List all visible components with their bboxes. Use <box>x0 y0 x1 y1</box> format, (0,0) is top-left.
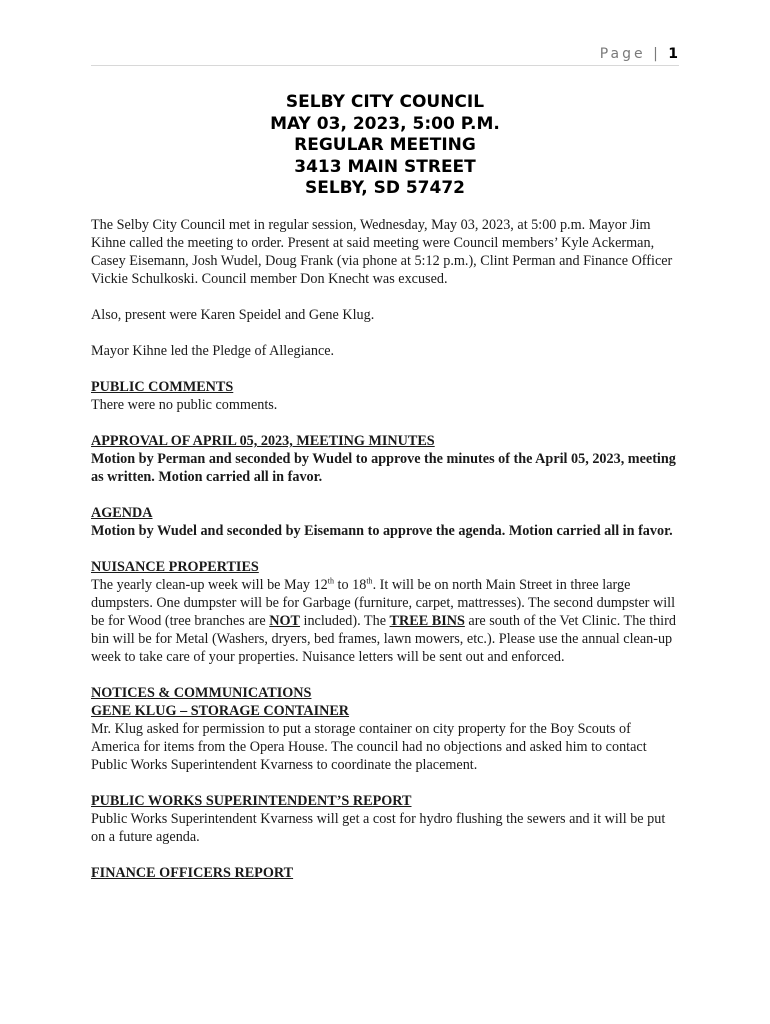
nuisance-sup-2: th <box>366 576 373 586</box>
public-works-text: Public Works Superintendent Kvarness will get a cost for hydro flushing the sewers and it will be put on a future agenda. <box>91 811 666 845</box>
header-city: SELBY, SD 57472 <box>304 178 465 198</box>
finance-heading: FINANCE OFFICERS REPORT <box>91 865 294 881</box>
notices-text: Mr. Klug asked for permission to put a storage container on city property for the Boy Scouts of America for items from the Opera House. The council had no objections and asked him to contact Public Works Superintendent Kvarness to coordinate the placement. <box>91 721 647 773</box>
nuisance-text-4: included). The <box>299 613 390 629</box>
nuisance-heading: NUISANCE PROPERTIES <box>91 559 259 575</box>
finance-section <box>91 864 681 882</box>
document-header <box>0 92 770 200</box>
minutes-section <box>91 432 681 486</box>
public-comments-heading: PUBLIC COMMENTS <box>91 379 234 395</box>
public-works-section <box>91 792 681 846</box>
nuisance-text-1: The yearly clean-up week will be May 12 <box>91 577 328 593</box>
notices-heading: NOTICES & COMMUNICATIONS <box>91 685 312 701</box>
nuisance-tree-bins: TREE BINS <box>389 613 465 629</box>
header-address: 3413 MAIN STREET <box>294 156 476 177</box>
intro-paragraph: The Selby City Council met in regular session, Wednesday, May 03, 2023, at 5:00 p.m. Mayor Jim Kihne called the meeting to order. Present at said meeting were Council members’ Kyle Ackerman, Casey Eisemann, Josh Wudel, Doug Frank (via phone at 5:12 p.m.), Clint Perman and Finance Officer Vickie Schulkoski. Council member Don Knecht was excused. <box>91 217 673 287</box>
page-number-value: 1 <box>668 46 678 62</box>
also-present-paragraph: Also, present were Karen Speidel and Gene Klug. <box>91 307 375 323</box>
header-meeting-type: REGULAR MEETING <box>294 135 476 155</box>
nuisance-not: NOT <box>269 613 300 629</box>
page-number <box>600 46 678 62</box>
public-works-heading: PUBLIC WORKS SUPERINTENDENT’S REPORT <box>91 793 412 809</box>
document-body <box>91 216 681 900</box>
nuisance-text-5: are south of the Vet Clinic. The third bin will be for Metal (Washers, dryers, bed frames, lawn mowers, etc.). Please use the annual clean-up week to take care of your properties. Nuisance letters will be sent out and enforced. <box>91 613 676 665</box>
agenda-motion: Motion by Wudel and seconded by Eisemann to approve the agenda. Motion carried all in favor. <box>91 523 673 539</box>
header-date: MAY 03, 2023, 5:00 P.M. <box>270 113 500 134</box>
agenda-heading: AGENDA <box>91 505 153 521</box>
nuisance-section <box>91 558 681 666</box>
pledge-paragraph: Mayor Kihne led the Pledge of Allegiance. <box>91 343 335 359</box>
notices-subheading: GENE KLUG – STORAGE CONTAINER <box>91 703 350 719</box>
nuisance-text-2: to 18 <box>334 577 367 593</box>
minutes-motion: Motion by Perman and seconded by Wudel to approve the minutes of the April 05, 2023, meeting as written. Motion carried all in favor. <box>91 451 676 485</box>
header-rule <box>91 65 679 66</box>
nuisance-sup-1: th <box>327 576 334 586</box>
public-comments-text: There were no public comments. <box>91 397 278 413</box>
notices-section <box>91 684 681 774</box>
public-comments-section <box>91 378 681 414</box>
page-number-label: Page | <box>599 46 661 62</box>
header-title: SELBY CITY COUNCIL <box>285 92 485 112</box>
nuisance-text-3: . It will be on north Main Street in three large dumpsters. One dumpster will be for Garbage (furniture, carpet, mattresses). The second dumpster will be for Wood (tree branches are <box>91 577 676 629</box>
agenda-section <box>91 504 681 540</box>
minutes-heading: APPROVAL OF APRIL 05, 2023, MEETING MINUTES <box>91 433 435 449</box>
